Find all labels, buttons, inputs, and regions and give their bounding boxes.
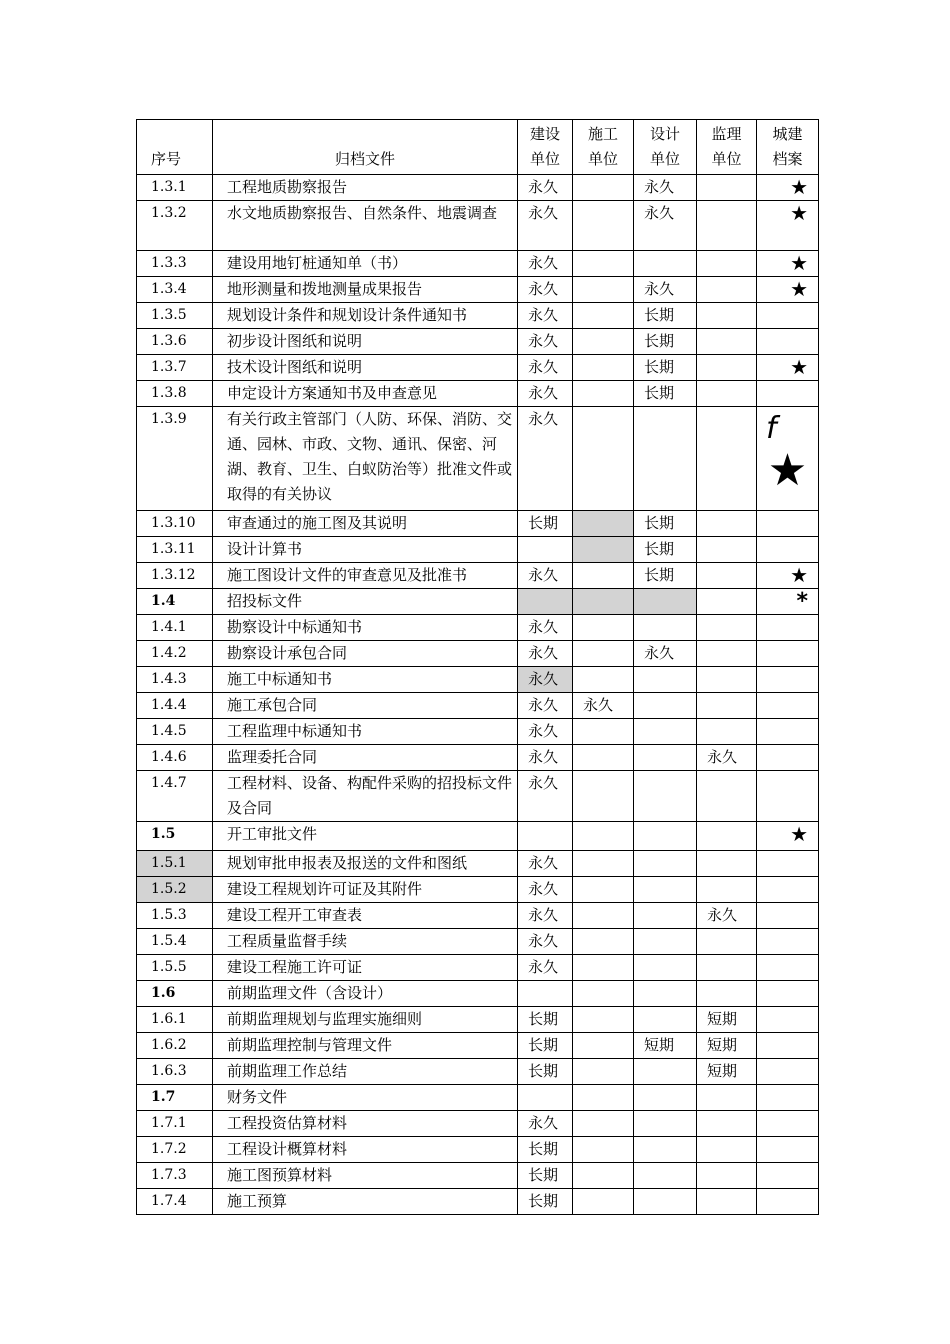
star-icon: ★ [757, 277, 819, 303]
row-city-archive-mark [757, 303, 819, 329]
row-city-archive-mark [757, 903, 819, 929]
row-build-unit: 永久 [518, 771, 573, 822]
row-seq: 1.4.3 [137, 667, 213, 693]
row-city-archive-mark [757, 771, 819, 822]
table-row [137, 822, 819, 851]
row-build-unit: 长期 [518, 1163, 573, 1189]
row-city-archive-mark [757, 851, 819, 877]
row-construct-unit [573, 929, 634, 955]
row-title: 工程质量监督手续 [213, 929, 518, 955]
row-supervise-unit [697, 381, 757, 407]
row-seq: 1.3.1 [137, 175, 213, 201]
row-design-unit [634, 955, 697, 981]
row-construct-unit: 永久 [573, 693, 634, 719]
header-build-unit: 建设 单位 [518, 120, 573, 175]
f-mark: f [766, 411, 777, 446]
row-supervise-unit: 短期 [697, 1033, 757, 1059]
table-row [137, 1189, 819, 1215]
row-supervise-unit [697, 877, 757, 903]
row-design-unit [634, 851, 697, 877]
table-row [137, 719, 819, 745]
row-design-unit [634, 771, 697, 822]
row-construct-unit [573, 955, 634, 981]
row-design-unit [634, 589, 697, 615]
row-seq: 1.7.2 [137, 1137, 213, 1163]
table-row [137, 355, 819, 381]
row-city-archive-mark [757, 1137, 819, 1163]
table-row [137, 745, 819, 771]
row-build-unit: 永久 [518, 381, 573, 407]
table-row [137, 877, 819, 903]
row-title: 勘察设计承包合同 [213, 641, 518, 667]
row-build-unit: 永久 [518, 903, 573, 929]
table-row [137, 667, 819, 693]
row-city-archive-mark [757, 693, 819, 719]
row-title: 技术设计图纸和说明 [213, 355, 518, 381]
row-supervise-unit [697, 851, 757, 877]
row-construct-unit [573, 903, 634, 929]
table-row [137, 903, 819, 929]
header-supervise-unit: 监理 单位 [697, 120, 757, 175]
row-design-unit: 长期 [634, 329, 697, 355]
table-body [137, 175, 819, 1215]
row-seq: 1.7 [137, 1085, 213, 1111]
row-title: 建设工程施工许可证 [213, 955, 518, 981]
row-city-archive-mark [757, 381, 819, 407]
row-city-archive-mark [757, 1059, 819, 1085]
row-city-archive-mark [757, 1085, 819, 1111]
row-construct-unit [573, 381, 634, 407]
row-design-unit: 永久 [634, 277, 697, 303]
row-supervise-unit [697, 1163, 757, 1189]
table-row [137, 1007, 819, 1033]
row-construct-unit [573, 1007, 634, 1033]
row-design-unit [634, 903, 697, 929]
row-design-unit [634, 719, 697, 745]
row-city-archive-mark [757, 615, 819, 641]
header-design-unit: 设计 单位 [634, 120, 697, 175]
row-supervise-unit: 短期 [697, 1059, 757, 1085]
row-title: 建设用地钉桩通知单（书） [213, 251, 518, 277]
row-build-unit: 永久 [518, 277, 573, 303]
row-build-unit: 长期 [518, 1007, 573, 1033]
row-build-unit [518, 822, 573, 851]
row-build-unit: 长期 [518, 511, 573, 537]
row-supervise-unit [697, 1111, 757, 1137]
row-supervise-unit [697, 771, 757, 822]
row-title: 前期监理规划与监理实施细则 [213, 1007, 518, 1033]
row-city-archive-mark [757, 667, 819, 693]
table-row [137, 537, 819, 563]
row-title: 建设工程开工审查表 [213, 903, 518, 929]
row-design-unit [634, 1163, 697, 1189]
row-build-unit: 永久 [518, 641, 573, 667]
row-supervise-unit: 永久 [697, 903, 757, 929]
row-design-unit: 永久 [634, 175, 697, 201]
row-construct-unit [573, 981, 634, 1007]
row-design-unit [634, 1111, 697, 1137]
row-build-unit: 永久 [518, 667, 573, 693]
row-seq: 1.7.3 [137, 1163, 213, 1189]
row-construct-unit [573, 1137, 634, 1163]
row-design-unit [634, 822, 697, 851]
table-row [137, 589, 819, 615]
row-seq: 1.5.3 [137, 903, 213, 929]
row-supervise-unit [697, 615, 757, 641]
table-row [137, 851, 819, 877]
row-supervise-unit [697, 251, 757, 277]
row-construct-unit [573, 537, 634, 563]
header-doc: 归档文件 [213, 120, 518, 175]
archive-table [136, 119, 819, 1215]
row-supervise-unit [697, 667, 757, 693]
row-construct-unit [573, 511, 634, 537]
row-supervise-unit [697, 563, 757, 589]
header-row [137, 120, 819, 175]
row-construct-unit [573, 667, 634, 693]
star-icon: ★ [757, 251, 819, 277]
row-title: 工程地质勘察报告 [213, 175, 518, 201]
row-supervise-unit [697, 1085, 757, 1111]
row-seq: 1.4.5 [137, 719, 213, 745]
row-title: 规划设计条件和规划设计条件通知书 [213, 303, 518, 329]
star-icon: ★ [757, 201, 819, 251]
table-row [137, 563, 819, 589]
asterisk-mark [757, 589, 819, 615]
row-build-unit [518, 1085, 573, 1111]
table-row [137, 693, 819, 719]
row-title: 施工图设计文件的审查意见及批准书 [213, 563, 518, 589]
row-supervise-unit: 永久 [697, 745, 757, 771]
row-city-archive-mark [757, 511, 819, 537]
row-city-archive-mark [757, 1033, 819, 1059]
row-title: 施工图预算材料 [213, 1163, 518, 1189]
table-row [137, 251, 819, 277]
row-design-unit [634, 1059, 697, 1085]
row-city-archive-mark [757, 719, 819, 745]
star-icon: ★ [757, 563, 819, 589]
row-build-unit: 长期 [518, 1059, 573, 1085]
table-row [137, 381, 819, 407]
row-supervise-unit [697, 201, 757, 251]
row-title: 设计计算书 [213, 537, 518, 563]
row-seq: 1.6.2 [137, 1033, 213, 1059]
row-design-unit: 短期 [634, 1033, 697, 1059]
row-construct-unit [573, 589, 634, 615]
row-seq: 1.5.2 [137, 877, 213, 903]
row-supervise-unit [697, 641, 757, 667]
row-build-unit: 永久 [518, 201, 573, 251]
row-design-unit [634, 1085, 697, 1111]
row-city-archive-mark [757, 1111, 819, 1137]
row-title: 前期监理控制与管理文件 [213, 1033, 518, 1059]
row-seq: 1.3.2 [137, 201, 213, 251]
row-build-unit: 永久 [518, 851, 573, 877]
row-supervise-unit [697, 277, 757, 303]
row-build-unit: 永久 [518, 251, 573, 277]
row-city-archive-mark [757, 329, 819, 355]
row-supervise-unit [697, 693, 757, 719]
header-construct-unit: 施工 单位 [573, 120, 634, 175]
row-construct-unit [573, 719, 634, 745]
row-construct-unit [573, 251, 634, 277]
row-construct-unit [573, 877, 634, 903]
row-city-archive-mark [757, 929, 819, 955]
table-row [137, 303, 819, 329]
row-build-unit: 永久 [518, 175, 573, 201]
row-seq: 1.7.1 [137, 1111, 213, 1137]
row-supervise-unit [697, 355, 757, 381]
row-title: 水文地质勘察报告、自然条件、地震调查 [213, 201, 518, 251]
row-build-unit [518, 589, 573, 615]
row-seq: 1.3.8 [137, 381, 213, 407]
row-title: 工程投资估算材料 [213, 1111, 518, 1137]
row-seq: 1.3.4 [137, 277, 213, 303]
row-build-unit: 长期 [518, 1137, 573, 1163]
table-row [137, 1085, 819, 1111]
star-icon: ★ [757, 175, 819, 201]
row-seq: 1.5.4 [137, 929, 213, 955]
row-design-unit: 长期 [634, 381, 697, 407]
row-title: 前期监理文件（含设计） [213, 981, 518, 1007]
row-supervise-unit [697, 719, 757, 745]
row-construct-unit [573, 175, 634, 201]
row-construct-unit [573, 1163, 634, 1189]
row-seq: 1.6 [137, 981, 213, 1007]
row-build-unit: 永久 [518, 877, 573, 903]
row-title: 审查通过的施工图及其说明 [213, 511, 518, 537]
row-seq: 1.7.4 [137, 1189, 213, 1215]
row-construct-unit [573, 615, 634, 641]
row-title: 有关行政主管部门（人防、环保、消防、交通、园林、市政、文物、通讯、保密、河湖、教育、卫生、白蚁防治等）批准文件或取得的有关协议 [213, 407, 518, 511]
row-seq: 1.3.3 [137, 251, 213, 277]
row-design-unit [634, 407, 697, 511]
row-design-unit [634, 1189, 697, 1215]
row-build-unit: 永久 [518, 615, 573, 641]
table-row [137, 175, 819, 201]
row-build-unit: 永久 [518, 355, 573, 381]
row-title: 监理委托合同 [213, 745, 518, 771]
row-build-unit: 永久 [518, 719, 573, 745]
row-title: 招投标文件 [213, 589, 518, 615]
table-row [137, 1033, 819, 1059]
row-city-archive-mark [757, 955, 819, 981]
table-row [137, 329, 819, 355]
row-construct-unit [573, 277, 634, 303]
row-design-unit [634, 745, 697, 771]
table-row [137, 407, 819, 511]
row-build-unit: 永久 [518, 1111, 573, 1137]
row-design-unit: 长期 [634, 303, 697, 329]
row-seq: 1.3.11 [137, 537, 213, 563]
row-build-unit: 永久 [518, 955, 573, 981]
row-seq: 1.6.1 [137, 1007, 213, 1033]
row-construct-unit [573, 407, 634, 511]
row-supervise-unit [697, 955, 757, 981]
table-row [137, 1137, 819, 1163]
table-row [137, 771, 819, 822]
row-seq: 1.4.6 [137, 745, 213, 771]
row-construct-unit [573, 1111, 634, 1137]
row-design-unit [634, 615, 697, 641]
row-city-archive-mark [757, 1007, 819, 1033]
row-title: 申定设计方案通知书及申查意见 [213, 381, 518, 407]
table-row [137, 1111, 819, 1137]
row-design-unit: 长期 [634, 537, 697, 563]
row-build-unit: 永久 [518, 329, 573, 355]
row-construct-unit [573, 851, 634, 877]
table-row [137, 1163, 819, 1189]
table-row [137, 1059, 819, 1085]
row-build-unit: 长期 [518, 1189, 573, 1215]
row-supervise-unit [697, 511, 757, 537]
asterisk-icon: * [796, 589, 808, 614]
row-seq: 1.4.1 [137, 615, 213, 641]
row-supervise-unit [697, 822, 757, 851]
row-city-archive-mark [757, 877, 819, 903]
row-design-unit [634, 693, 697, 719]
row-title: 建设工程规划许可证及其附件 [213, 877, 518, 903]
row-construct-unit [573, 1189, 634, 1215]
row-seq: 1.3.12 [137, 563, 213, 589]
header-city-archive: 城建 档案 [757, 120, 819, 175]
row-build-unit: 永久 [518, 745, 573, 771]
row-supervise-unit [697, 175, 757, 201]
row-construct-unit [573, 822, 634, 851]
row-title: 地形测量和拨地测量成果报告 [213, 277, 518, 303]
row-supervise-unit [697, 589, 757, 615]
row-city-archive-mark [757, 1163, 819, 1189]
row-construct-unit [573, 1059, 634, 1085]
row-title: 初步设计图纸和说明 [213, 329, 518, 355]
row-seq: 1.3.5 [137, 303, 213, 329]
row-seq: 1.5.5 [137, 955, 213, 981]
table-row [137, 277, 819, 303]
row-title: 施工承包合同 [213, 693, 518, 719]
row-seq: 1.3.7 [137, 355, 213, 381]
row-title: 施工预算 [213, 1189, 518, 1215]
row-supervise-unit [697, 1189, 757, 1215]
row-construct-unit [573, 563, 634, 589]
row-construct-unit [573, 329, 634, 355]
row-build-unit: 永久 [518, 563, 573, 589]
row-title: 工程材料、设备、构配件采购的招投标文件及合同 [213, 771, 518, 822]
row-seq: 1.4.7 [137, 771, 213, 822]
row-title: 开工审批文件 [213, 822, 518, 851]
row-city-archive-mark [757, 407, 819, 511]
row-supervise-unit [697, 1137, 757, 1163]
row-city-archive-mark [757, 1189, 819, 1215]
row-seq: 1.3.9 [137, 407, 213, 511]
row-supervise-unit [697, 329, 757, 355]
row-supervise-unit [697, 303, 757, 329]
row-title: 财务文件 [213, 1085, 518, 1111]
row-title: 工程监理中标通知书 [213, 719, 518, 745]
row-supervise-unit [697, 981, 757, 1007]
row-supervise-unit [697, 929, 757, 955]
row-construct-unit [573, 201, 634, 251]
row-construct-unit [573, 1033, 634, 1059]
row-build-unit: 永久 [518, 693, 573, 719]
row-construct-unit [573, 771, 634, 822]
row-construct-unit [573, 1085, 634, 1111]
row-title: 前期监理工作总结 [213, 1059, 518, 1085]
table-row [137, 641, 819, 667]
row-build-unit [518, 981, 573, 1007]
row-design-unit: 长期 [634, 511, 697, 537]
row-city-archive-mark [757, 745, 819, 771]
row-seq: 1.4.4 [137, 693, 213, 719]
row-seq: 1.5 [137, 822, 213, 851]
row-construct-unit [573, 641, 634, 667]
row-seq: 1.6.3 [137, 1059, 213, 1085]
row-design-unit: 永久 [634, 641, 697, 667]
row-title: 勘察设计中标通知书 [213, 615, 518, 641]
row-seq: 1.3.10 [137, 511, 213, 537]
row-seq: 1.5.1 [137, 851, 213, 877]
row-title: 工程设计概算材料 [213, 1137, 518, 1163]
row-build-unit: 永久 [518, 929, 573, 955]
star-icon: ★ [757, 822, 819, 851]
table-row [137, 615, 819, 641]
row-design-unit [634, 1007, 697, 1033]
row-design-unit: 长期 [634, 563, 697, 589]
row-title: 施工中标通知书 [213, 667, 518, 693]
table-row [137, 201, 819, 251]
table-row [137, 511, 819, 537]
row-seq: 1.4 [137, 589, 213, 615]
row-build-unit: 长期 [518, 1033, 573, 1059]
row-supervise-unit [697, 407, 757, 511]
row-design-unit: 长期 [634, 355, 697, 381]
row-build-unit [518, 537, 573, 563]
row-design-unit: 永久 [634, 201, 697, 251]
row-construct-unit [573, 355, 634, 381]
row-design-unit [634, 877, 697, 903]
row-city-archive-mark [757, 537, 819, 563]
row-build-unit: 永久 [518, 407, 573, 511]
row-supervise-unit: 短期 [697, 1007, 757, 1033]
row-construct-unit [573, 745, 634, 771]
star-icon: ★ [757, 355, 819, 381]
row-title: 规划审批申报表及报送的文件和图纸 [213, 851, 518, 877]
row-seq: 1.3.6 [137, 329, 213, 355]
row-design-unit [634, 929, 697, 955]
star-icon: ★ [767, 445, 808, 496]
header-seq: 序号 [137, 120, 213, 175]
table-row [137, 981, 819, 1007]
row-design-unit [634, 667, 697, 693]
row-seq: 1.4.2 [137, 641, 213, 667]
table-row [137, 955, 819, 981]
row-city-archive-mark [757, 981, 819, 1007]
row-design-unit [634, 981, 697, 1007]
row-design-unit [634, 251, 697, 277]
row-build-unit: 永久 [518, 303, 573, 329]
row-construct-unit [573, 303, 634, 329]
row-design-unit [634, 1137, 697, 1163]
table-row [137, 929, 819, 955]
row-supervise-unit [697, 537, 757, 563]
row-city-archive-mark [757, 641, 819, 667]
